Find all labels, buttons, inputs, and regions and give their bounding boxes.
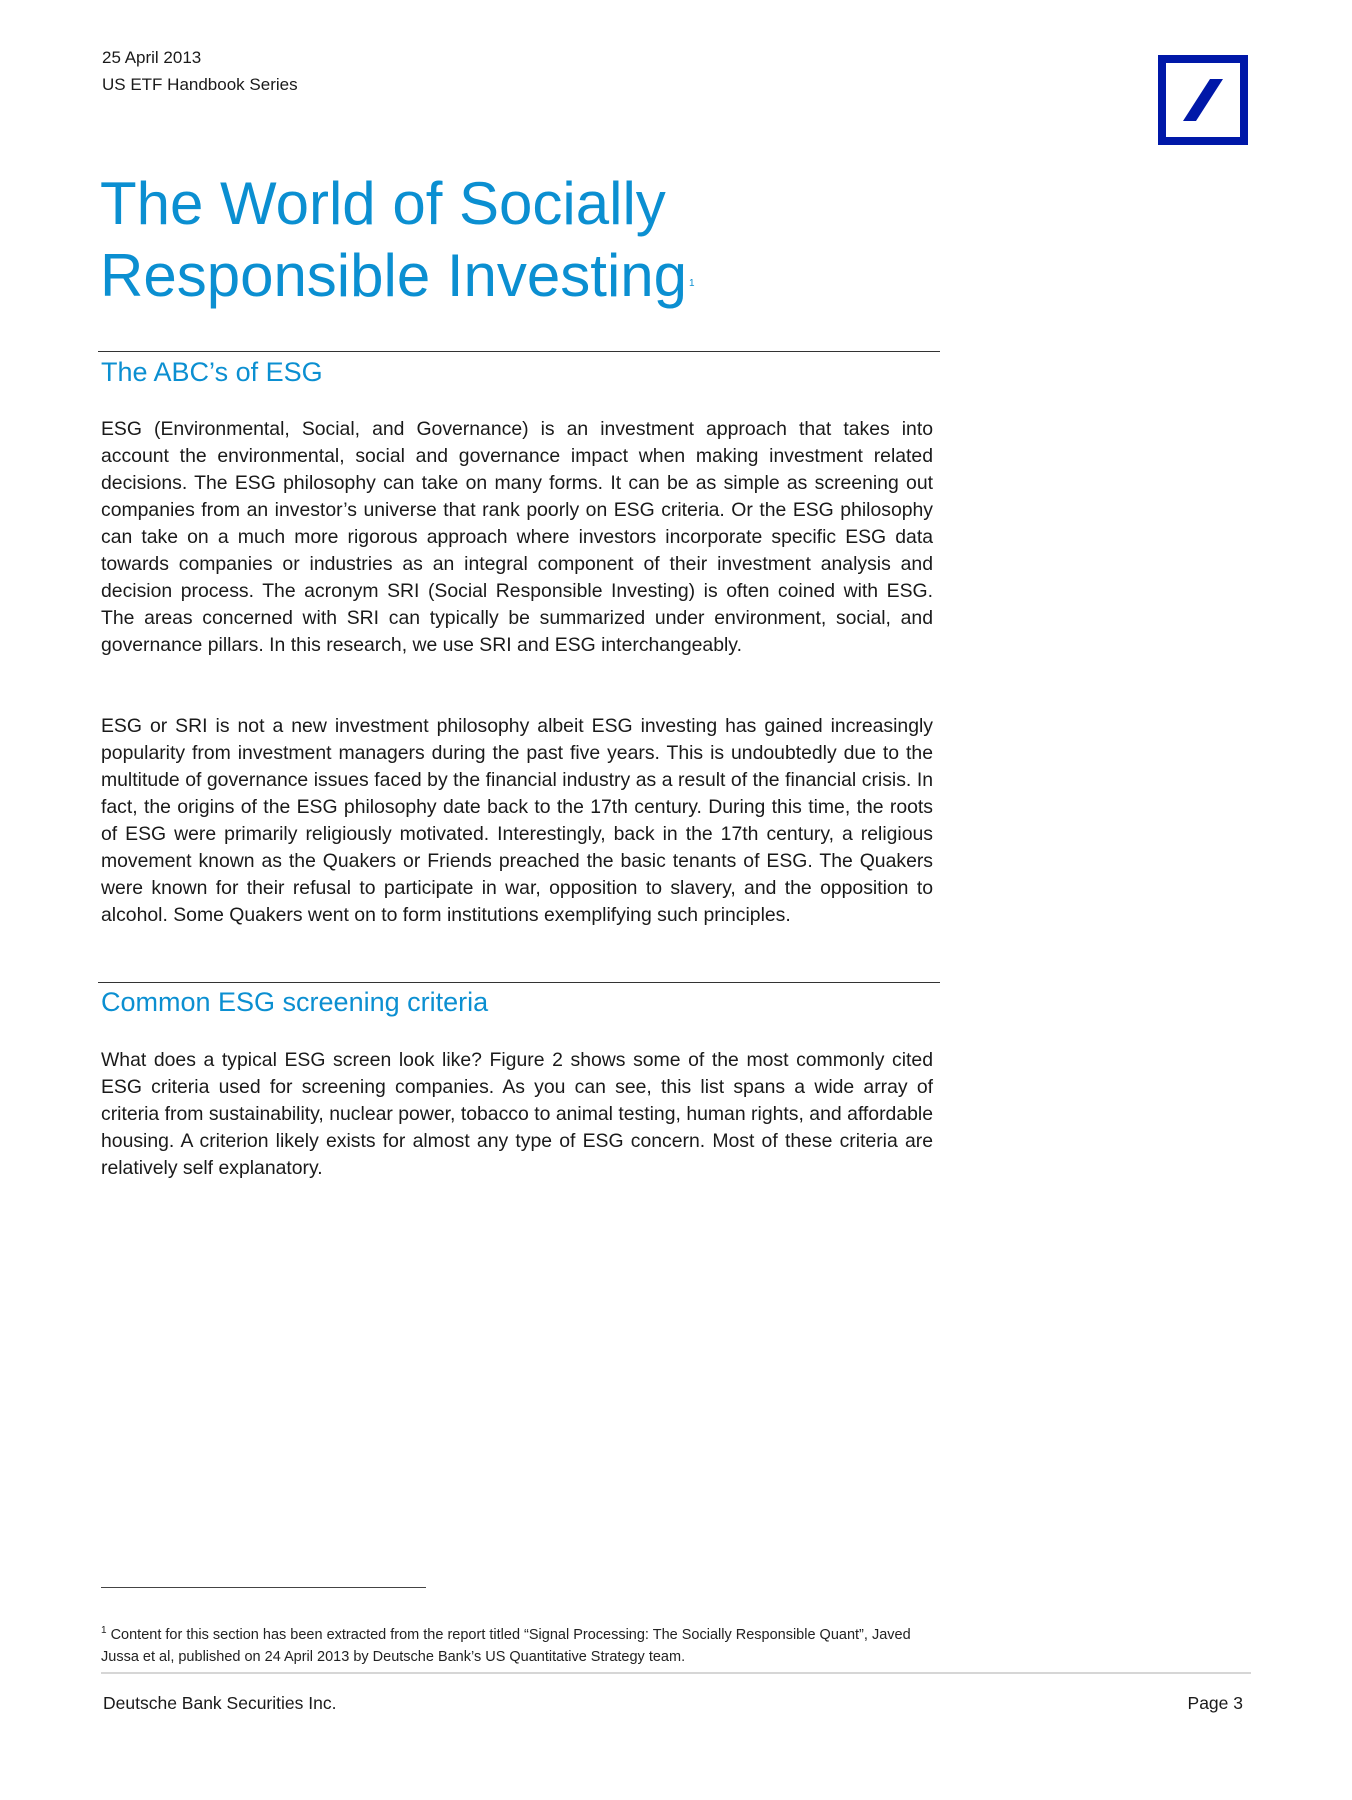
report-header bbox=[102, 44, 298, 98]
page-number: Page 3 bbox=[1187, 1693, 1243, 1713]
section-divider bbox=[98, 351, 940, 352]
body-paragraph: ESG or SRI is not a new investment philosophy albeit ESG investing has gained increasingly popularity from investment managers during the past five years. This is undoubtedly due to the multitude of governance issues faced by the financial industry as a result of the financial crisis. In fact, the origins of the ESG philosophy date back to the 17th century. During this time, the roots of ESG were primarily religiously motivated. Interestingly, back in the 17th century, a religious movement known as the Quakers or Friends preached the basic tenants of ESG. The Quakers were known for their refusal to participate in war, opposition to slavery, and the opposition to alcohol. Some Quakers went on to form institutions exemplifying such principles. bbox=[101, 715, 933, 926]
footer-company: Deutsche Bank Securities Inc. bbox=[103, 1693, 337, 1713]
section-heading-abc-esg: The ABC’s of ESG bbox=[101, 357, 323, 387]
title-line-1: The World of Socially bbox=[100, 170, 666, 237]
title-line-2: Responsible Investing bbox=[100, 242, 688, 309]
title-footnote-ref[interactable]: 1 bbox=[689, 278, 695, 289]
page-title bbox=[100, 168, 695, 330]
footnote-text: Content for this section has been extracted from the report titled “Signal Processing: The Socially Responsible Quant”, Javed Jussa et al, published on 24 April 2013 by Deutsche Bank’s US Quantitative Strategy team. bbox=[101, 1627, 911, 1665]
deutsche-bank-logo-icon bbox=[1158, 55, 1248, 145]
footnote-divider bbox=[101, 1587, 426, 1588]
logo-slash-icon bbox=[1166, 63, 1240, 137]
section-heading-screening-criteria: Common ESG screening criteria bbox=[101, 987, 489, 1017]
footnote bbox=[101, 1625, 941, 1668]
section-divider bbox=[98, 982, 940, 983]
footer-divider bbox=[101, 1672, 1251, 1674]
report-date: 25 April 2013 bbox=[102, 48, 202, 67]
body-paragraph: What does a typical ESG screen look like? Figure 2 shows some of the most commonly cited ESG criteria used for screening companies. As you can see, this list spans a wide array of criteria from sustainability, nuclear power, tobacco to animal testing, human rights, and affordable housing. A criterion likely exists for almost any type of ESG concern. Most of these criteria are relatively self explanatory. bbox=[101, 1049, 933, 1179]
body-paragraph: ESG (Environmental, Social, and Governance) is an investment approach that takes into account the environmental, social and governance impact when making investment related decisions. The ESG philosophy can take on many forms. It can be as simple as screening out companies from an investor’s universe that rank poorly on ESG criteria. Or the ESG philosophy can take on a much more rigorous approach where investors incorporate specific ESG data towards companies or industries as an integral component of their investment analysis and decision process. The acronym SRI (Social Responsible Investing) is often coined with ESG. The areas concerned with SRI can typically be summarized under environment, social, and governance pillars. In this research, we use SRI and ESG interchangeably. bbox=[101, 418, 933, 656]
report-series: US ETF Handbook Series bbox=[102, 75, 298, 94]
footnote-mark: 1 bbox=[101, 1625, 107, 1636]
